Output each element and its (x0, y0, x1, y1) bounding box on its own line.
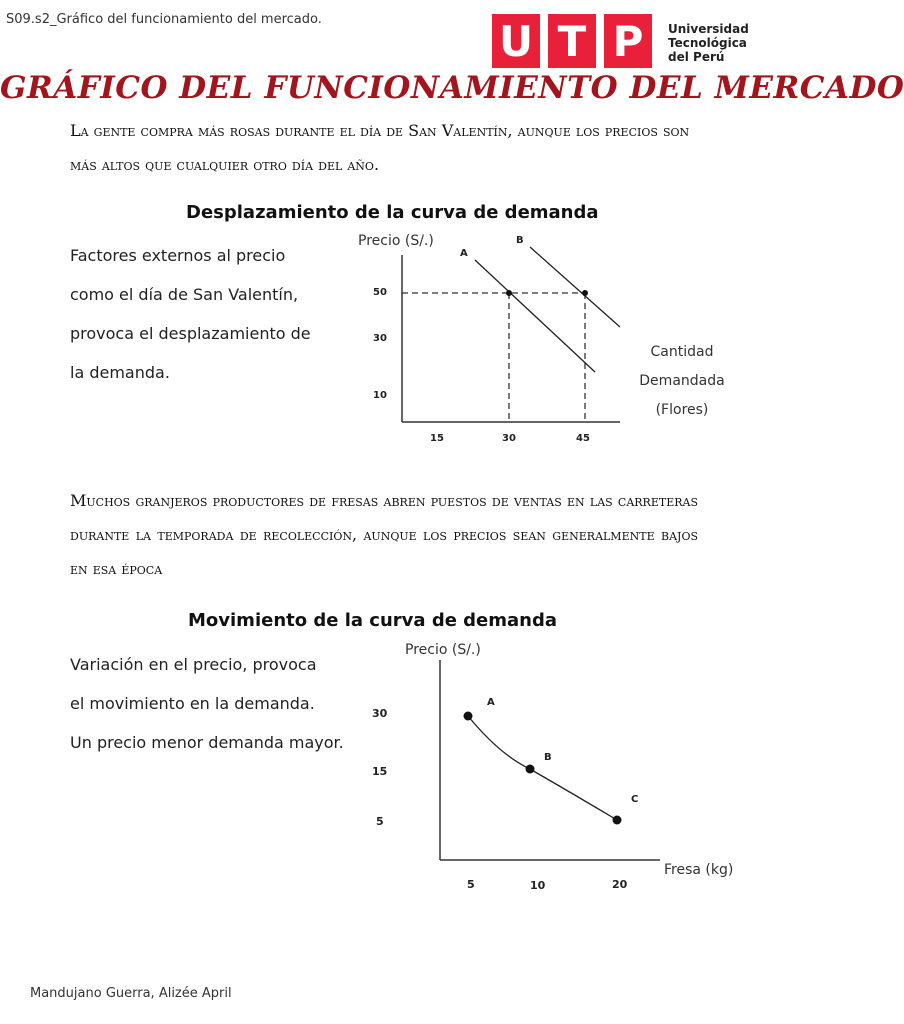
logo-letter-p: P (604, 14, 652, 68)
chart1-x-title-line: Cantidad (650, 344, 714, 360)
logo-line-2: Tecnológica (668, 36, 747, 50)
intro-paragraph-strawberries: Muchos granjeros productores de fresas abren puestos de ventas en las carreteras durante la temporada de recolección, aunque los precios sean generalmente bajos en esa época (70, 491, 698, 578)
shift-text-line: provoca el desplazamiento de (70, 324, 311, 343)
chart2-point-a (464, 712, 473, 721)
chart1-y-tick: 30 (373, 333, 387, 344)
shift-text-line: Factores externos al precio (70, 246, 286, 265)
logo-line-3: del Perú (668, 50, 725, 64)
chart2-point-b (526, 765, 535, 774)
section-title-movement: Movimiento de la curva de demanda (188, 610, 558, 631)
chart1-y-tick: 50 (373, 287, 387, 298)
chart2-y-axis-title: Precio (S/.) (405, 642, 481, 658)
chart2-point-b-label: B (544, 752, 552, 763)
chart2-x-tick: 20 (612, 878, 628, 891)
author-name: Mandujano Guerra, Alizée April (30, 986, 232, 1001)
movement-text-line: Variación en el precio, provoca (70, 655, 317, 674)
section-title-shift: Desplazamiento de la curva de demanda (186, 202, 599, 223)
chart2-demand-curve (468, 716, 617, 820)
document-filename: S09.s2_Gráfico del funcionamiento del mercado. (6, 12, 322, 27)
chart1-x-title-line: Demandada (639, 373, 725, 389)
logo-letter-t: T (548, 14, 596, 68)
chart2-x-tick: 5 (467, 878, 475, 891)
chart2-point-a-label: A (487, 697, 495, 708)
chart1-x-tick: 45 (576, 433, 590, 444)
chart2-point-c (613, 816, 622, 825)
chart1-curve-b-label: B (516, 235, 524, 246)
chart1-x-title-line: (Flores) (655, 402, 709, 418)
chart1-curve-a-label: A (460, 248, 468, 259)
logo-letter-u: U (492, 14, 540, 68)
chart1-y-tick: 10 (373, 390, 387, 401)
chart2-y-tick: 15 (372, 765, 388, 778)
movement-text-line: Un precio menor demanda mayor. (70, 733, 344, 752)
page-title: GRÁFICO DEL FUNCIONAMIENTO DEL MERCADO (0, 70, 904, 106)
chart2-point-c-label: C (631, 794, 639, 805)
chart2-y-tick: 5 (376, 815, 384, 828)
chart2-x-tick: 10 (530, 879, 546, 892)
chart1-y-axis-title: Precio (S/.) (358, 233, 434, 249)
shift-text-line: la demanda. (70, 363, 170, 382)
logo-line-1: Universidad (668, 22, 749, 36)
shift-text-line: como el día de San Valentín, (70, 285, 299, 304)
movement-text-line: el movimiento en la demanda. (70, 694, 315, 713)
chart1-x-tick: 15 (430, 433, 444, 444)
chart1-x-tick: 30 (502, 433, 516, 444)
intro-paragraph-roses: La gente compra más rosas durante el día de San Valentín, aunque los precios son más altos que cualquier otro día del año. (70, 121, 690, 174)
chart2-x-axis-title: Fresa (kg) (664, 862, 734, 878)
chart2-y-tick: 30 (372, 707, 388, 720)
